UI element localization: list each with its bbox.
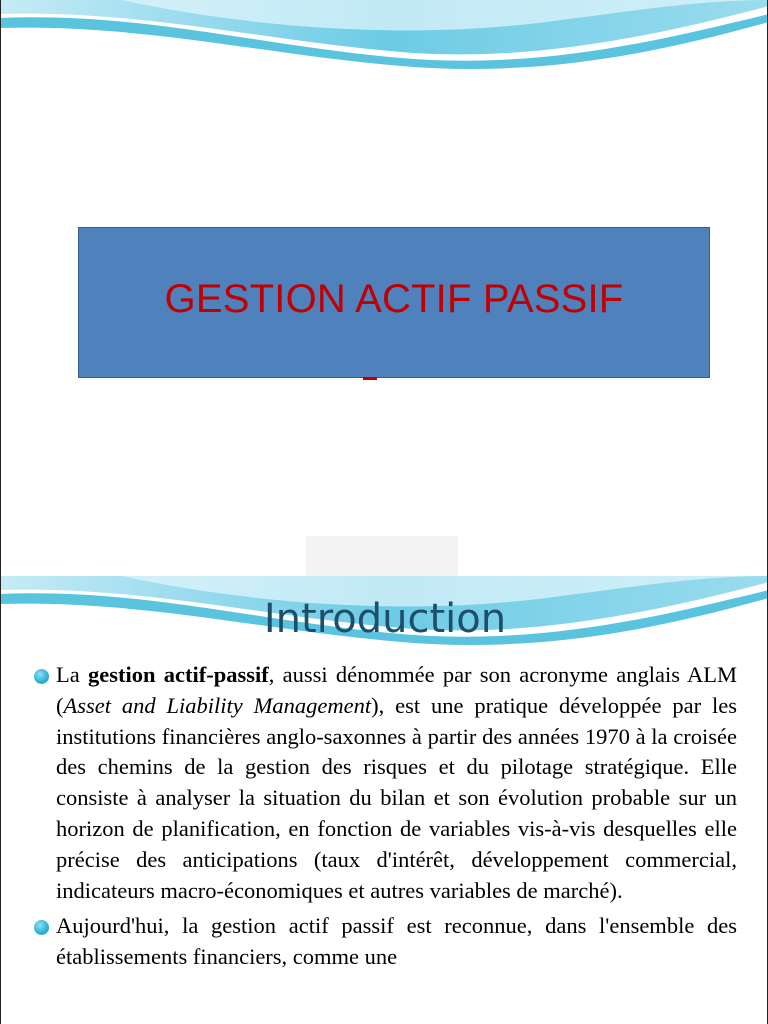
bullet-item	[1, 911, 768, 973]
title-box	[78, 227, 710, 378]
bullet1-bold-term: gestion actif-passif	[87, 662, 269, 687]
section-title: Introduction	[263, 596, 507, 642]
bullet2-text: Aujourd'hui, la gestion actif passif est reconnue, dans l'ensemble des établissements financiers, comme une	[56, 913, 737, 970]
footer-placeholder	[306, 536, 458, 576]
bullet1-text-part1: , aussi dénommée par son acronyme anglais ALM (	[56, 662, 737, 718]
bullet1-text-part2: ), est une pratique développée par les institutions financières anglo-saxonnes à partir des années 1970 à la croisée des chemins de la gestion des risques et du pilotage stratégique. Elle consiste à analyser la situation du bilan et son évolution probable sur un horizon de planification, en fonction de variables vis-à-vis desquelles elle précise des anticipations (taux d'intérêt, développement commercial, indicateurs macro-économiques et autres variables de marché).	[56, 692, 737, 903]
title-dash-mark	[363, 377, 377, 380]
bullet-list	[1, 660, 768, 978]
bullet-icon	[34, 920, 49, 935]
introduction-slide	[0, 576, 768, 1024]
slide-title: GESTION ACTIF PASSIF	[164, 277, 624, 321]
header-wave-decoration	[1, 0, 768, 80]
bullet-item	[1, 660, 768, 906]
bullet1-intro: La	[56, 662, 88, 687]
bullet-icon	[34, 669, 49, 684]
bullet1-italic-term: Asset and Liability Management	[63, 692, 372, 718]
